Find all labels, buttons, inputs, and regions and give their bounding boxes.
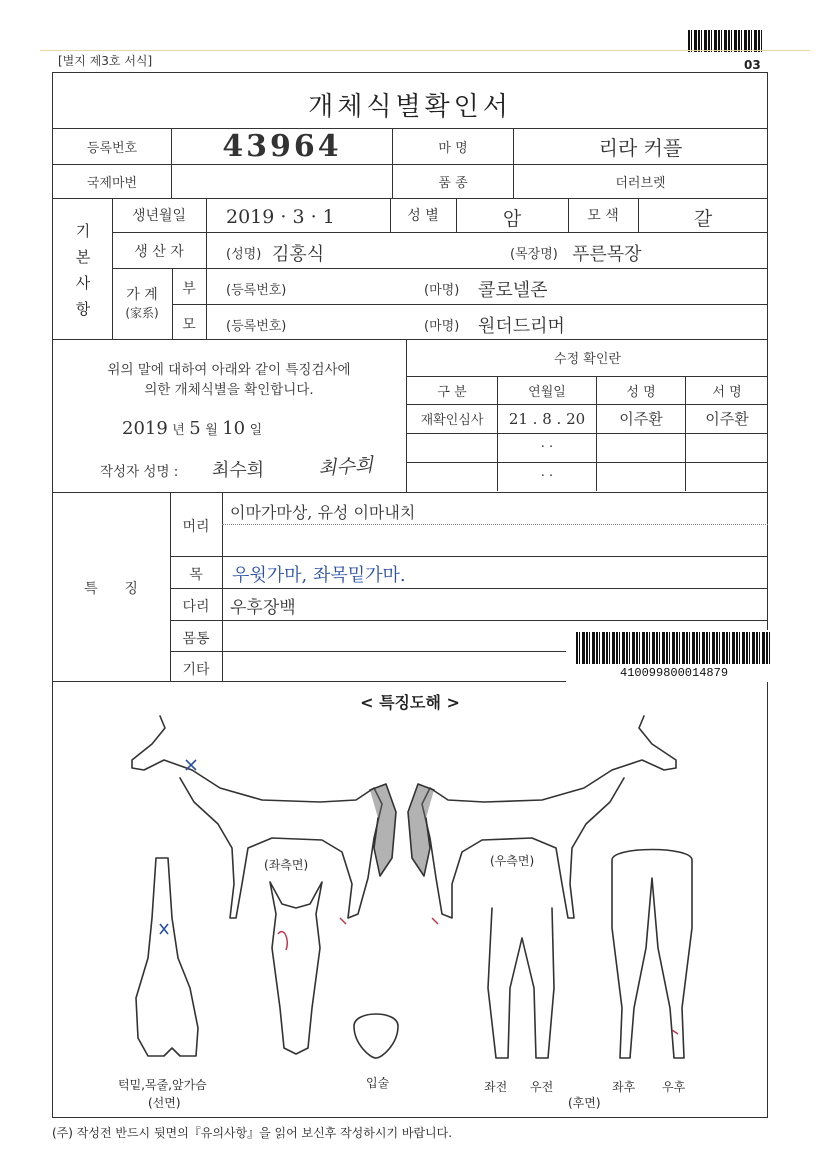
statement-line-2: 의한 개체식별을 확인합니다. — [144, 382, 314, 398]
year-unit: 년 — [172, 423, 185, 438]
revision-col-type: 구 분 — [407, 376, 498, 404]
cell-line — [206, 268, 207, 340]
issue-month: 5 — [189, 418, 201, 439]
sex-label: 성 별 — [407, 208, 439, 224]
intl-chip-value — [172, 165, 393, 199]
legs-label: 다리 — [182, 599, 210, 615]
right-side-horse — [422, 716, 676, 918]
hind-left-caption: 좌후 — [612, 1080, 636, 1094]
dam-name-prefix: (마명) — [424, 319, 460, 334]
day-unit: 일 — [249, 423, 263, 438]
sire-name-value: 콜로넬존 — [478, 280, 548, 301]
writer-name: 최수희 — [212, 460, 265, 481]
lips-caption: 입술 — [366, 1076, 390, 1090]
top-barcode — [688, 30, 764, 52]
revision-date: 21 . 8 . 20 — [498, 404, 597, 433]
issue-date — [122, 418, 262, 439]
intl-chip-label: 국제마번 — [53, 165, 172, 199]
front-legs — [488, 908, 554, 1058]
right-side-tail — [408, 784, 434, 876]
statement-line-1: 위의 말에 대하여 아래와 같이 특징검사에 — [107, 362, 351, 378]
color-label: 모 색 — [587, 208, 619, 224]
page-number: 03 — [744, 58, 761, 72]
revision-name — [597, 462, 686, 491]
front-left-caption: 좌전 — [484, 1080, 508, 1094]
front-view-horse — [136, 858, 198, 1056]
row-divider — [112, 232, 768, 233]
pedigree-label: 가 계 — [126, 287, 158, 303]
row-divider — [112, 268, 768, 269]
dam-label: 모 — [182, 317, 196, 333]
row-divider — [172, 304, 768, 305]
row-divider — [170, 588, 768, 589]
revision-date: · · — [498, 462, 597, 491]
revision-name: 이주환 — [597, 404, 686, 433]
head-value: 이마가마상, 유성 이마내치 — [230, 503, 416, 522]
right-side-caption: (우측면) — [490, 854, 535, 868]
horse-name-value: 리라 커플 — [514, 129, 768, 165]
breed-value: 더러브렛 — [514, 165, 768, 199]
reg-no-label: 등록번호 — [53, 129, 172, 165]
cell-line — [206, 198, 207, 232]
front-right-caption: 우전 — [530, 1080, 554, 1094]
breeder-label: 생 산 자 — [134, 244, 184, 260]
front-caption: 턱밑,목줄,앞가슴 — [118, 1078, 207, 1092]
dam-name-value: 원더드리머 — [478, 316, 565, 337]
row-divider — [170, 556, 768, 557]
front-view-caption: (선면) — [148, 1096, 181, 1110]
sticker-barcode — [576, 632, 772, 664]
revision-type — [407, 433, 498, 462]
revision-col-sign: 서 명 — [686, 376, 769, 404]
rear-view-caption: (후면) — [568, 1096, 601, 1110]
farm-value: 푸른목장 — [572, 244, 642, 265]
document-title: 개체식별확인서 — [308, 92, 512, 122]
revision-date: · · — [498, 433, 597, 462]
diagram-title: < 특징도해 > — [360, 693, 460, 712]
left-side-tail — [370, 784, 396, 876]
head-front — [270, 882, 322, 1054]
lips-drawing — [354, 1014, 398, 1058]
revision-title: 수정 확인란 — [407, 340, 769, 376]
revision-row — [407, 433, 769, 462]
neck-value: 우윗가마, 좌목밑가마. — [232, 565, 406, 586]
horse-diagrams — [52, 708, 768, 1088]
row-divider — [222, 524, 768, 525]
revision-sign — [686, 462, 769, 491]
writer-signature: 최수희 — [317, 454, 374, 480]
revision-name — [597, 433, 686, 462]
rear-view-horse — [612, 850, 692, 1059]
revision-col-date: 연월일 — [498, 376, 597, 404]
barcode-number: 410099800014879 — [620, 666, 729, 680]
birth-value: 2019 · 3 · 1 — [226, 206, 335, 228]
dam-reg-prefix: (등록번호) — [226, 319, 287, 334]
registration-table — [52, 128, 768, 199]
features-section-label: 특 징 — [84, 581, 138, 597]
issue-year: 2019 — [122, 418, 168, 439]
hind-right-caption: 우후 — [662, 1080, 686, 1094]
sire-name-prefix: (마명) — [424, 283, 460, 298]
breeder-name-value: 김홍식 — [272, 244, 325, 265]
body-label: 몸통 — [182, 631, 210, 647]
revision-sign — [686, 433, 769, 462]
sire-reg-prefix: (등록번호) — [226, 283, 287, 298]
revision-row — [407, 404, 769, 433]
issue-day: 10 — [222, 418, 246, 439]
reg-no-value: 43964 — [172, 129, 393, 165]
features-divider — [222, 492, 223, 682]
birth-label: 생년월일 — [131, 208, 187, 224]
legs-value: 우후장백 — [230, 598, 296, 618]
neck-label: 목 — [189, 567, 203, 583]
sire-label: 부 — [182, 281, 196, 297]
other-label: 기타 — [182, 662, 210, 678]
farm-prefix: (목장명) — [510, 247, 558, 262]
revision-table — [406, 340, 768, 491]
sex-value: 암 — [502, 208, 522, 230]
left-side-caption: (좌측면) — [264, 858, 309, 872]
revision-row — [407, 462, 769, 491]
horse-name-label: 마 명 — [393, 129, 514, 165]
footer-note: (주) 작성전 반드시 뒷면의『유의사항』을 읽어 보신후 작성하시기 바랍니다. — [52, 1126, 453, 1140]
breed-label: 품 종 — [393, 165, 514, 199]
revision-sign: 이주환 — [686, 404, 769, 433]
row-divider — [170, 620, 768, 621]
revision-type: 재확인심사 — [407, 404, 498, 433]
color-value: 갈 — [693, 208, 713, 230]
cell-line — [206, 232, 207, 268]
basic-section-label: 기본사항 — [75, 222, 91, 318]
writer-label: 작성자 성명 : — [100, 464, 179, 480]
revision-type — [407, 462, 498, 491]
pedigree-hanja: (家系) — [125, 306, 159, 320]
month-unit: 월 — [205, 423, 218, 438]
breeder-name-prefix: (성명) — [226, 247, 262, 262]
revision-col-name: 성 명 — [597, 376, 686, 404]
barcode-underline — [40, 50, 810, 51]
head-label: 머리 — [182, 519, 210, 535]
form-label: [별지 제3호 서식] — [58, 54, 153, 68]
